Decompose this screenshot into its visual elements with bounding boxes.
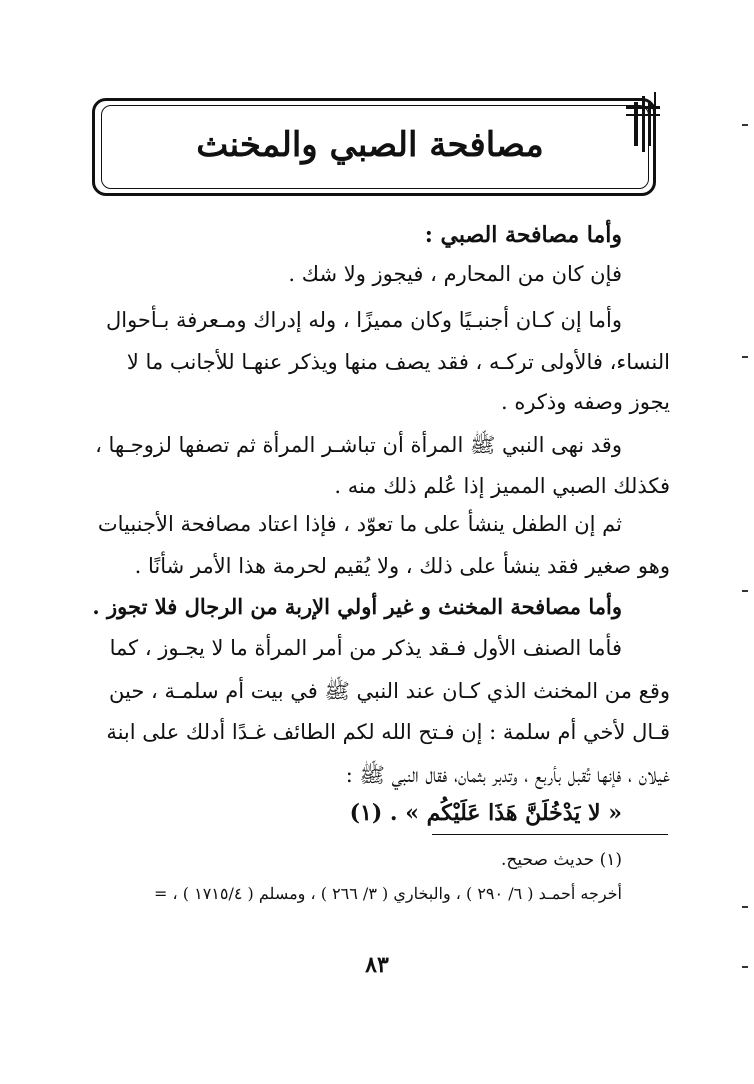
section-heading-boy: وأما مصافحة الصبي : <box>424 222 622 248</box>
page-number: ٨٣ <box>365 952 389 978</box>
footnote-1: (١) حديث صحيح. <box>501 850 622 870</box>
paragraph-line: فإن كان من المحارم ، فيجوز ولا شك . <box>288 262 622 286</box>
footnote-separator <box>432 834 668 835</box>
margin-mark <box>742 356 748 358</box>
paragraph-line: وأما إن كـان أجنبـيًا وكان مميزًا ، وله إدراك ومـعرفة بـأحوال <box>105 308 622 332</box>
paragraph-line: ثم إن الطفل ينشأ على ما تعوّد ، فإذا اعتاد مصافحة الأجنبيات <box>97 512 622 536</box>
footnote-2: أخرجه أحمـد ( ٦/ ٢٩٠ ) ، والبخاري ( ٣/ ٢٦٦ ) ، ومسلم ( ١٧١٥/٤ ) ، = <box>154 884 622 903</box>
paragraph-line: فأما الصنف الأول فـقد يذكر من أمر المرأة ما لا يجـوز ، كما <box>109 636 622 660</box>
paragraph-line: النساء، فالأولى تركـه ، فقد يصف منها ويذكر عنهـا للأجانب ما لا <box>126 350 670 374</box>
section-heading-effeminate: وأما مصافحة المخنث و غير أولي الإربة من الرجال فلا تجوز . <box>92 594 622 619</box>
frame-corner-ornament <box>612 92 668 162</box>
paragraph-line: غيلان ، فإنها تُقبل بأربع ، وتدبر بثمان، فقال النبي ﷺ : <box>345 763 670 787</box>
chapter-title: مصافحة الصبي والمخنث <box>196 125 544 165</box>
hadith-quote: « لا يَدْخُلَنَّ هَذَا عَلَيْكُم » . (١) <box>349 800 622 826</box>
paragraph-line: قـال لأخي أم سلمة : إن فـتح الله لكم الطائف غـدًا أدلك على ابنة <box>106 720 670 744</box>
margin-mark <box>742 124 748 126</box>
margin-mark <box>742 966 748 968</box>
paragraph-line: وقع من المخنث الذي كـان عند النبي ﷺ في بيت أم سلمـة ، حين <box>109 679 670 703</box>
margin-mark <box>742 590 748 592</box>
paragraph-line: يجوز وصفه وذكره . <box>500 390 670 414</box>
paragraph-line: وقد نهى النبي ﷺ المرأة أن تباشـر المرأة ثم تصفها لزوجـها ، <box>95 433 622 457</box>
paragraph-line: وهو صغير فقد ينشأ على ذلك ، ولا يُقيم لحرمة هذا الأمر شأنًا . <box>134 554 670 578</box>
margin-mark <box>742 906 748 908</box>
paragraph-line: فكذلك الصبي المميز إذا عُلم ذلك منه . <box>334 474 670 498</box>
